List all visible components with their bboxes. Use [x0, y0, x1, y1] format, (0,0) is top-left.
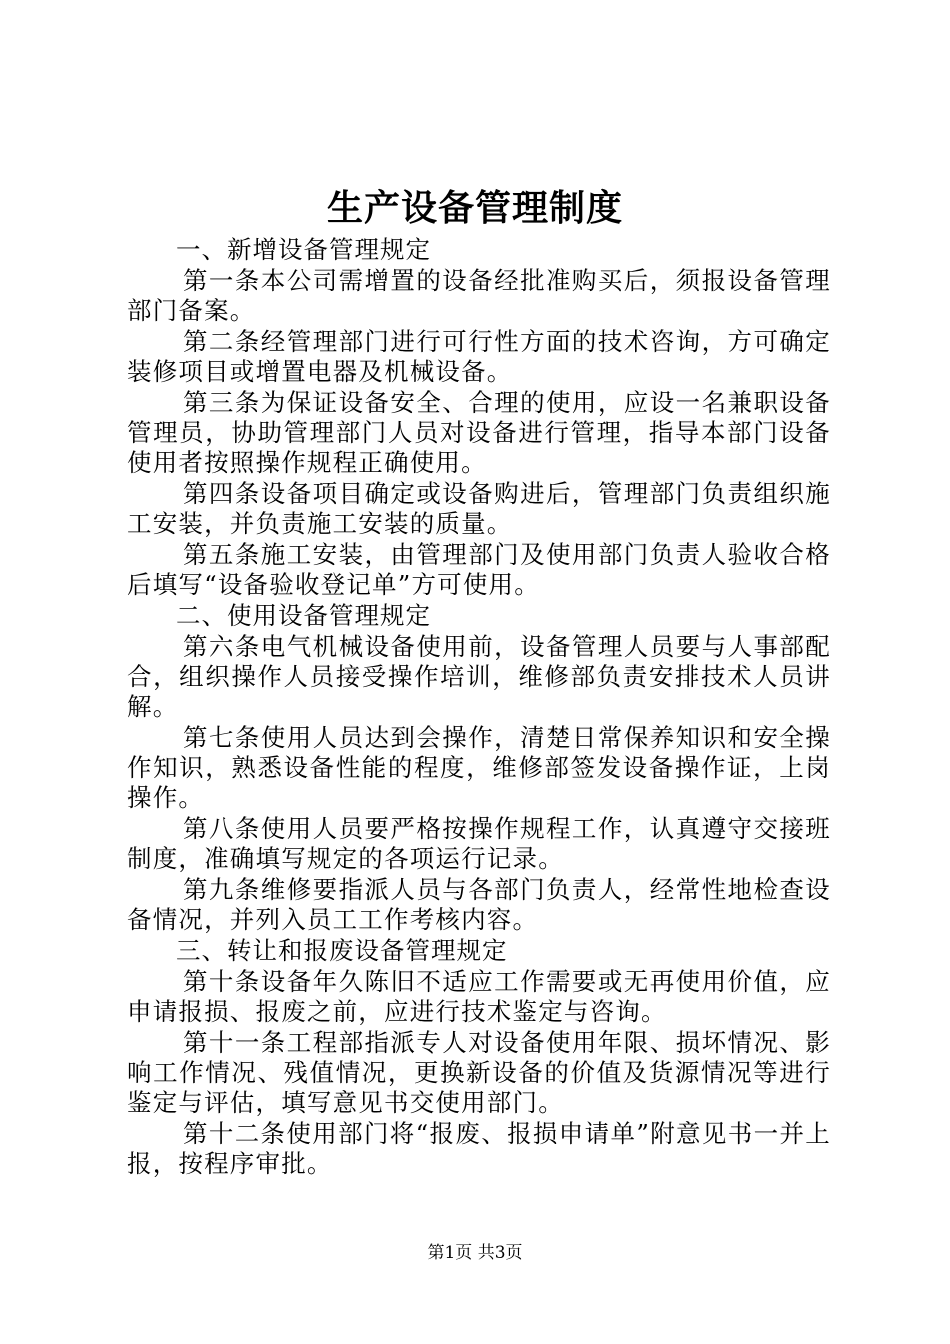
document-body — [127, 235, 831, 1179]
article-1: 第一条本公司需增置的设备经批准购买后，须报设备管理部门备案。 — [127, 266, 831, 325]
section-heading-2: 二、使用设备管理规定 — [176, 601, 431, 630]
article-7: 第七条使用人员达到会操作，清楚日常保养知识和安全操作知识，熟悉设备性能的程度，维修部签发设备操作证，上岗操作。 — [127, 723, 831, 812]
section-heading-1: 一、新增设备管理规定 — [176, 235, 431, 264]
article-6: 第六条电气机械设备使用前，设备管理人员要与人事部配合，组织操作人员接受操作培训，维修部负责安排技术人员讲解。 — [127, 632, 831, 721]
article-5: 第五条施工安装，由管理部门及使用部门负责人验收合格后填写“设备验收登记单”方可使用。 — [127, 540, 831, 599]
article-12: 第十二条使用部门将“报废、报损申请单”附意见书一并上报，按程序审批。 — [127, 1119, 831, 1178]
article-3: 第三条为保证设备安全、合理的使用，应设一名兼职设备管理员，协助管理部门人员对设备进行管理，指导本部门设备使用者按照操作规程正确使用。 — [127, 388, 831, 477]
page-footer: 第1页 共3页 — [427, 1243, 523, 1263]
article-9: 第九条维修要指派人员与各部门负责人，经常性地检查设备情况，并列入员工工作考核内容。 — [127, 875, 831, 934]
section-heading-3: 三、转让和报废设备管理规定 — [176, 936, 508, 965]
document-title: 生产设备管理制度 — [326, 187, 623, 229]
article-8: 第八条使用人员要严格按操作规程工作，认真遵守交接班制度，准确填写规定的各项运行记录。 — [127, 814, 831, 873]
article-11: 第十一条工程部指派专人对设备使用年限、损坏情况、影响工作情况、残值情况，更换新设备的价值及货源情况等进行鉴定与评估，填写意见书交使用部门。 — [127, 1028, 831, 1117]
article-2: 第二条经管理部门进行可行性方面的技术咨询，方可确定装修项目或增置电器及机械设备。 — [127, 327, 831, 386]
article-10: 第十条设备年久陈旧不适应工作需要或无再使用价值，应申请报损、报废之前，应进行技术鉴定与咨询。 — [127, 967, 831, 1026]
article-4: 第四条设备项目确定或设备购进后，管理部门负责组织施工安装，并负责施工安装的质量。 — [127, 479, 831, 538]
